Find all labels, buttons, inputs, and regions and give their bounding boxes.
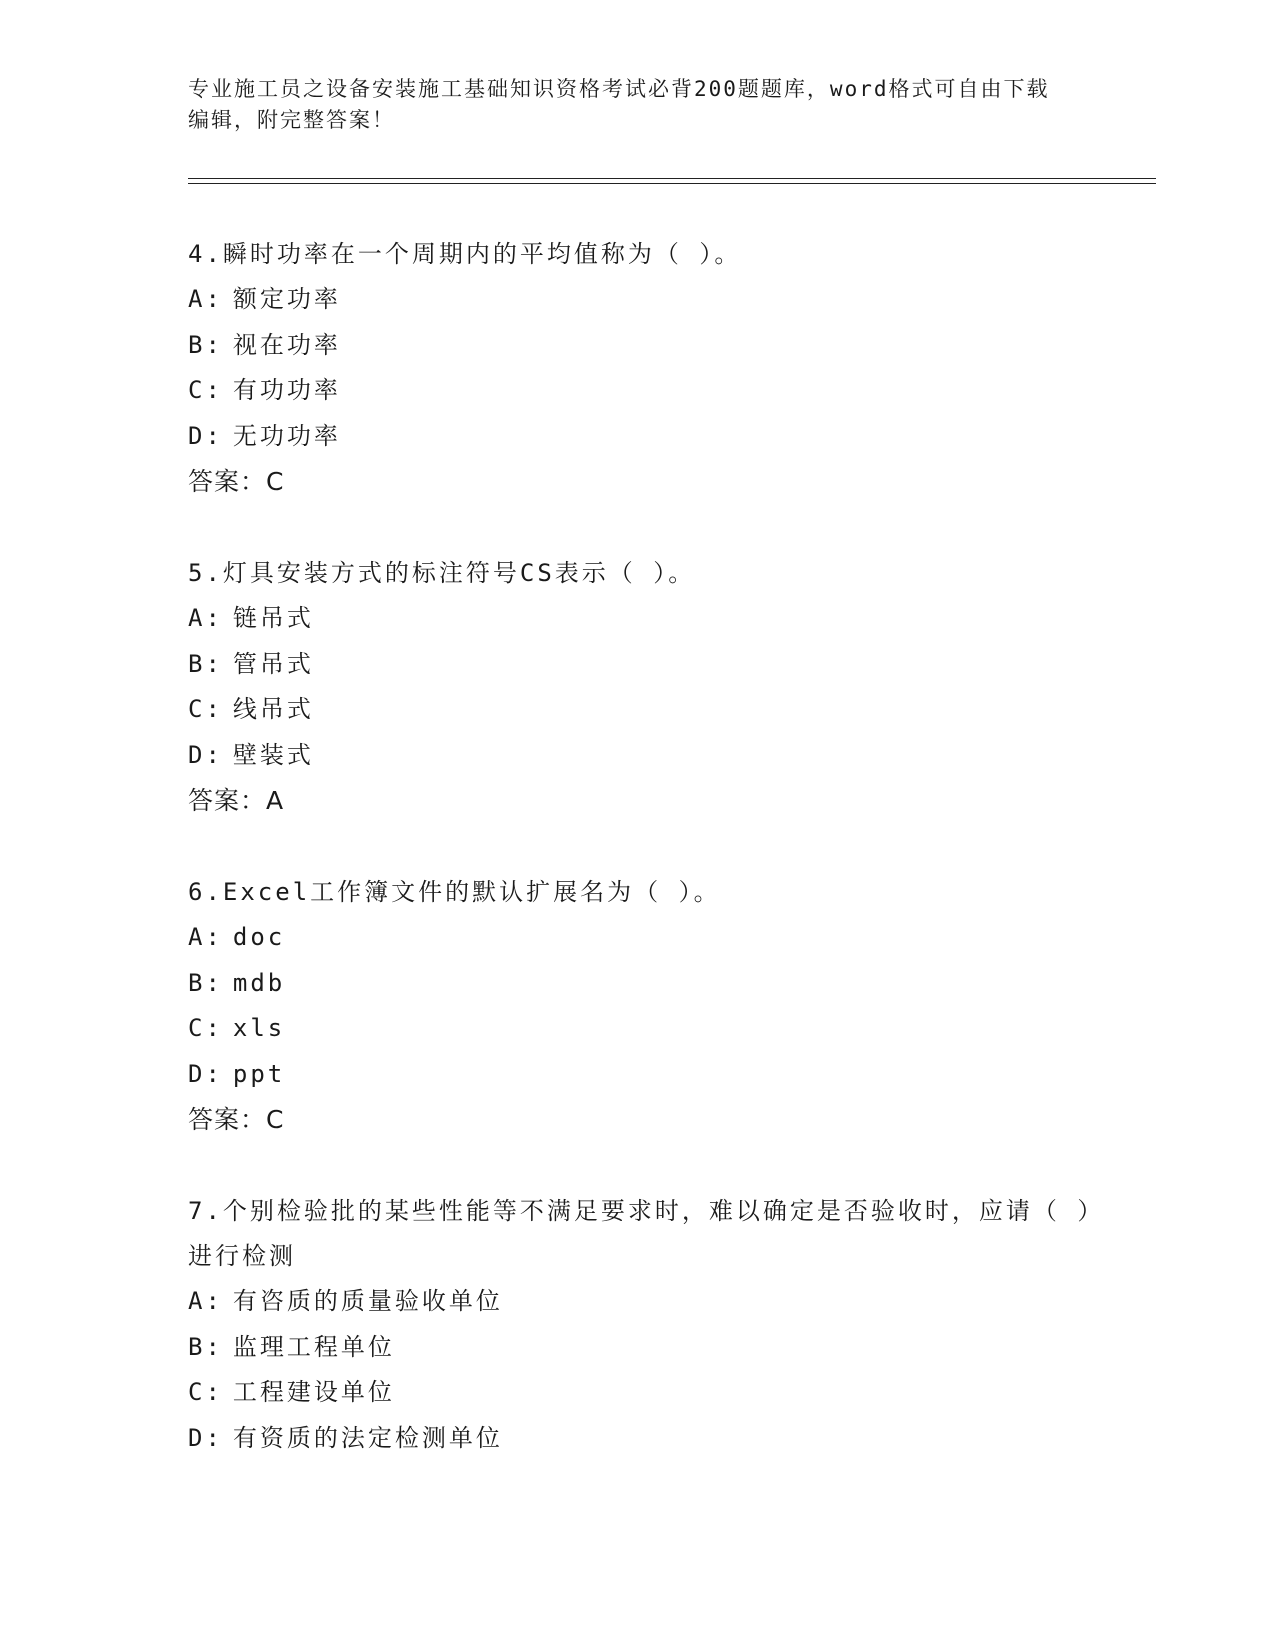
option-label: B: bbox=[188, 330, 223, 359]
question-stem: 4.瞬时功率在一个周期内的平均值称为（ ）。 bbox=[188, 240, 742, 268]
option-text: xls bbox=[232, 1014, 286, 1042]
option-label: C: bbox=[188, 1378, 223, 1406]
option-label: D: bbox=[188, 421, 223, 450]
answer: 答案：C bbox=[188, 1105, 285, 1134]
option-b bbox=[188, 961, 1108, 1007]
option-text: mdb bbox=[232, 968, 286, 997]
option-label: B: bbox=[188, 649, 223, 678]
option-text: 线吊式 bbox=[232, 695, 314, 723]
option-c bbox=[188, 687, 1108, 733]
option-d bbox=[188, 414, 1108, 460]
option-label: A: bbox=[188, 923, 223, 951]
option-text: 工程建设单位 bbox=[232, 1378, 395, 1406]
header-divider-top bbox=[188, 178, 1156, 179]
option-d bbox=[188, 1052, 1108, 1098]
question-4 bbox=[188, 232, 1108, 504]
option-a bbox=[188, 1279, 1108, 1325]
option-text: 监理工程单位 bbox=[232, 1332, 395, 1361]
option-a bbox=[188, 596, 1108, 642]
answer: 答案：A bbox=[188, 786, 285, 815]
option-c bbox=[188, 368, 1108, 414]
document-header bbox=[188, 74, 1068, 136]
option-text: 壁装式 bbox=[232, 740, 314, 769]
option-label: C: bbox=[188, 1014, 223, 1042]
option-d bbox=[188, 1416, 1108, 1462]
option-label: A: bbox=[188, 604, 223, 632]
question-list bbox=[188, 232, 1108, 1508]
option-label: C: bbox=[188, 695, 223, 723]
option-a bbox=[188, 915, 1108, 961]
option-text: 额定功率 bbox=[232, 285, 341, 313]
option-text: 有功功率 bbox=[232, 376, 341, 404]
option-a bbox=[188, 277, 1108, 323]
question-stem: 6.Excel工作簿文件的默认扩展名为（ ）。 bbox=[188, 878, 721, 906]
option-c bbox=[188, 1006, 1108, 1052]
option-d bbox=[188, 733, 1108, 779]
option-text: 有资质的法定检测单位 bbox=[232, 1423, 503, 1452]
option-b bbox=[188, 323, 1108, 369]
option-label: B: bbox=[188, 968, 223, 997]
question-6 bbox=[188, 870, 1108, 1142]
option-text: 无功功率 bbox=[232, 421, 341, 450]
option-text: 管吊式 bbox=[232, 649, 314, 678]
option-text: 链吊式 bbox=[232, 604, 314, 632]
question-7 bbox=[188, 1189, 1108, 1461]
question-stem: 7.个别检验批的某些性能等不满足要求时，难以确定是否验收时，应请（ ）进行检测 bbox=[188, 1197, 1105, 1270]
option-text: ppt bbox=[232, 1059, 286, 1088]
option-label: A: bbox=[188, 1287, 223, 1315]
option-b bbox=[188, 642, 1108, 688]
header-divider-bottom bbox=[188, 183, 1156, 184]
question-5 bbox=[188, 551, 1108, 823]
question-stem: 5.灯具安装方式的标注符号CS表示（ ）。 bbox=[188, 559, 696, 587]
option-text: 视在功率 bbox=[232, 330, 341, 359]
option-text: 有咨质的质量验收单位 bbox=[232, 1287, 503, 1315]
option-label: D: bbox=[188, 1423, 223, 1452]
option-text: doc bbox=[232, 923, 286, 951]
option-label: C: bbox=[188, 376, 223, 404]
answer: 答案：C bbox=[188, 467, 285, 496]
option-c bbox=[188, 1370, 1108, 1416]
header-title: 专业施工员之设备安装施工基础知识资格考试必背200题题库，word格式可自由下载编辑，附完整答案！ bbox=[188, 77, 1050, 132]
option-label: B: bbox=[188, 1332, 223, 1361]
option-label: A: bbox=[188, 285, 223, 313]
option-b bbox=[188, 1325, 1108, 1371]
option-label: D: bbox=[188, 1059, 223, 1088]
option-label: D: bbox=[188, 740, 223, 769]
